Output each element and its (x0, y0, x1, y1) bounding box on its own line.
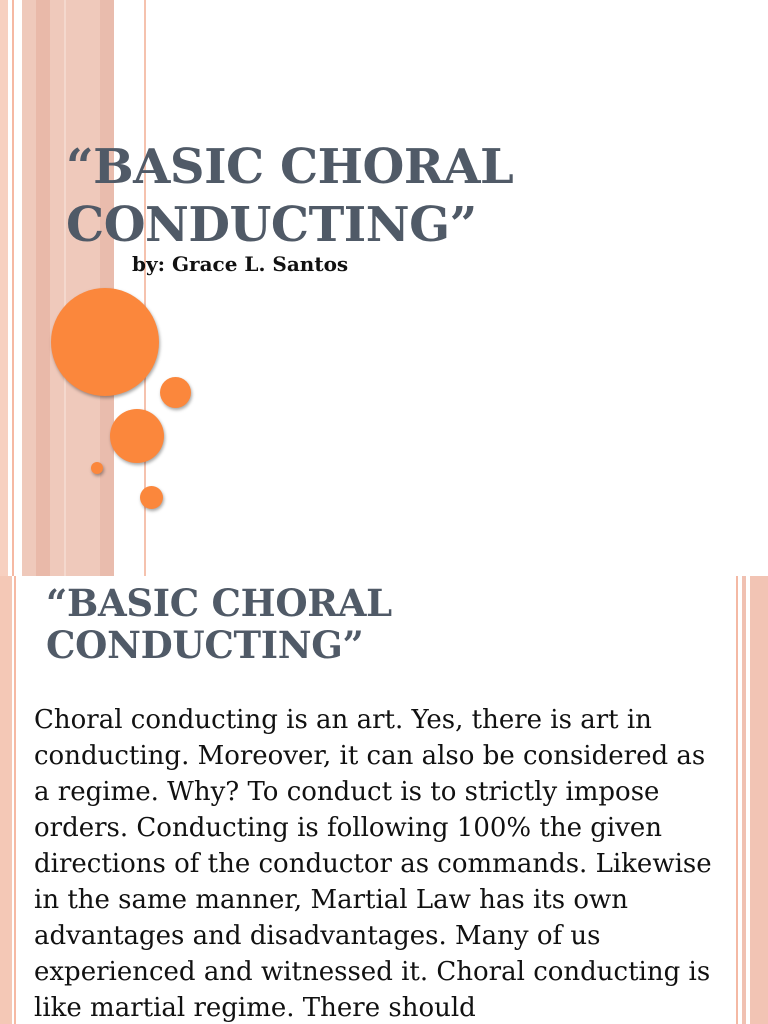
decorative-stripe (742, 576, 746, 1024)
decorative-stripe (12, 0, 14, 576)
slide-subtitle: by: Grace L. Santos (132, 252, 349, 276)
slide-title: “BASIC CHORAL CONDUCTING” (46, 581, 392, 667)
slide-body-text: Choral conducting is an art. Yes, there is art in conducting. Moreover, it can also be considered as a regime. Why? To conduct is to strictly impose orders. Conducting is following 100% the given directions of the conductor as commands. Likewise in the same manner, Martial Law has its own advantages and disadvantages. Many of us experienced and witnessed it. Choral conducting is like martial regime. There should (34, 705, 712, 1023)
slide-2 (0, 576, 768, 1024)
slide-title: “BASIC CHORAL CONDUCTING” (66, 139, 514, 253)
decorative-circle (160, 377, 191, 408)
decorative-stripe (0, 0, 8, 576)
decorative-stripe (750, 576, 768, 1024)
decorative-stripe (36, 0, 50, 576)
decorative-circle (51, 288, 159, 396)
decorative-stripe (0, 576, 12, 1024)
decorative-stripe (736, 576, 738, 1024)
decorative-circle (140, 486, 163, 509)
decorative-stripe (64, 0, 66, 576)
decorative-circle (91, 462, 103, 474)
decorative-stripe (14, 576, 16, 1024)
decorative-circle (110, 409, 164, 463)
